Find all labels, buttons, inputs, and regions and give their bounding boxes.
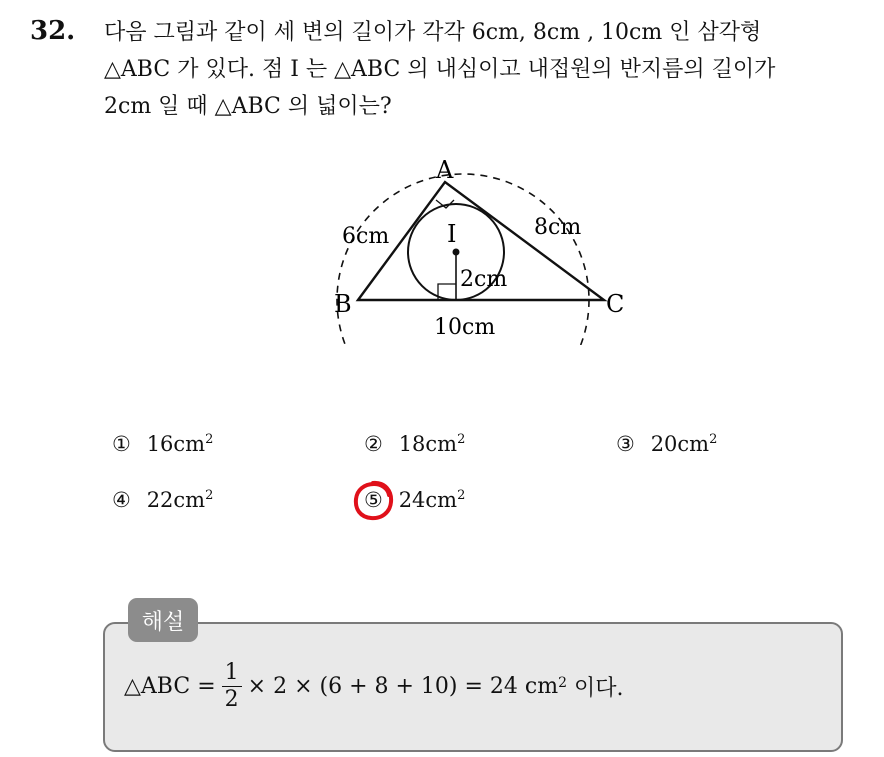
vertex-c-label: C bbox=[606, 290, 625, 318]
solution-rhs: × 2 × (6 + 8 + 10) = 24 cm bbox=[247, 674, 559, 699]
choice-2[interactable] bbox=[364, 432, 465, 456]
solution-ending: 이다. bbox=[567, 676, 624, 701]
answer-circle-mark bbox=[350, 478, 396, 524]
incenter-label: I bbox=[447, 220, 457, 248]
fraction bbox=[222, 660, 242, 713]
choice-exponent: 2 bbox=[205, 488, 214, 503]
side-ab-label: 6cm bbox=[342, 224, 390, 249]
choice-1[interactable] bbox=[112, 432, 213, 456]
choice-exponent: 2 bbox=[457, 488, 466, 503]
choice-value: 20cm bbox=[650, 432, 710, 456]
solution-equation bbox=[124, 660, 624, 713]
choice-value: 16cm bbox=[146, 432, 206, 456]
fraction-numerator: 1 bbox=[222, 660, 242, 687]
choice-mark: ④ bbox=[112, 488, 131, 512]
side-ac-label: 8cm bbox=[534, 215, 582, 240]
question-line: 2cm 일 때 △ABC 의 넓이는? bbox=[104, 94, 392, 119]
incenter-point bbox=[453, 249, 460, 256]
solution-lhs: △ABC = bbox=[124, 674, 216, 699]
choice-mark: ⑤ bbox=[364, 488, 383, 512]
question-line: 다음 그림과 같이 세 변의 길이가 각각 6cm, 8cm , 10cm 인 삼각형 bbox=[104, 20, 762, 45]
question-number: 32. bbox=[30, 16, 76, 46]
choice-exponent: 2 bbox=[205, 432, 214, 447]
radius-label: 2cm bbox=[460, 267, 508, 292]
choice-mark: ① bbox=[112, 432, 131, 456]
triangle-figure bbox=[320, 150, 640, 345]
vertex-b-label: B bbox=[334, 290, 352, 318]
choice-4[interactable] bbox=[112, 488, 213, 512]
choice-3[interactable] bbox=[616, 432, 717, 456]
question-line: △ABC 가 있다. 점 I 는 △ABC 의 내심이고 내접원의 반지름의 길이가 bbox=[104, 57, 776, 82]
choice-exponent: 2 bbox=[457, 432, 466, 447]
choice-exponent: 2 bbox=[709, 432, 718, 447]
choice-value: 24cm bbox=[398, 488, 458, 512]
choice-value: 22cm bbox=[146, 488, 206, 512]
choice-mark: ③ bbox=[616, 432, 635, 456]
solution-exponent: 2 bbox=[558, 674, 568, 691]
fraction-denominator: 2 bbox=[224, 687, 239, 712]
vertex-a-label: A bbox=[436, 156, 454, 184]
choice-mark: ② bbox=[364, 432, 383, 456]
side-bc-label: 10cm bbox=[434, 315, 496, 340]
solution-tag: 해설 bbox=[128, 598, 198, 642]
question-text bbox=[104, 14, 874, 125]
choice-value: 18cm bbox=[398, 432, 458, 456]
